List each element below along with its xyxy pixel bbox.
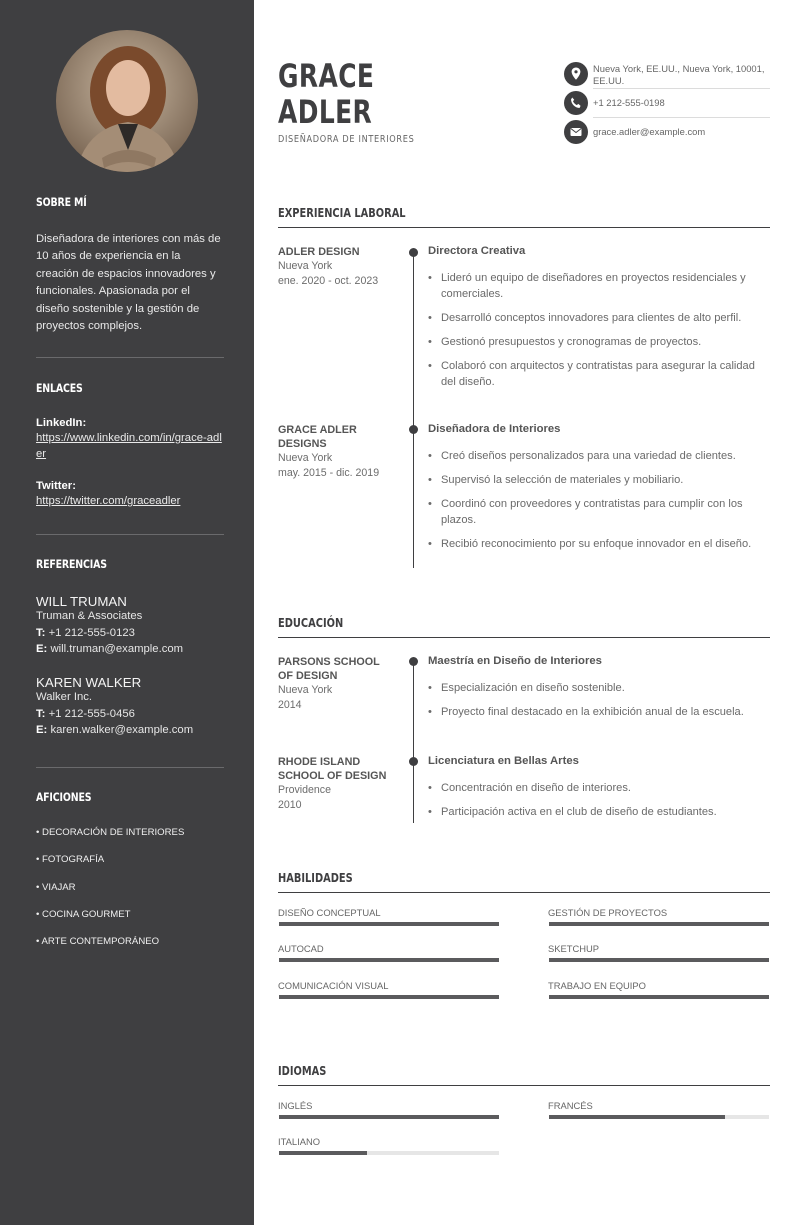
reference-email: E: karen.walker@example.com xyxy=(36,724,194,736)
language-name: INGLÉS xyxy=(278,1100,313,1111)
section-rule xyxy=(278,227,770,228)
language-item xyxy=(278,1136,499,1147)
dates: 2014 xyxy=(278,699,302,711)
bullet-item: • Recibió reconocimiento por su enfoque innovador en el diseño. xyxy=(428,536,770,552)
location: Providence xyxy=(278,784,331,796)
reference-email: E: will.truman@example.com xyxy=(36,643,184,655)
timeline-dot xyxy=(409,248,418,257)
education-bullets xyxy=(428,780,770,828)
education-bullets xyxy=(428,680,770,728)
skill-bar-track xyxy=(279,958,499,962)
bullet-item: • Colaboró con arquitectos y contratistas para asegurar la calidad del diseño. xyxy=(428,358,770,390)
bullet-item: • Supervisó la selección de materiales y mobiliario. xyxy=(428,472,770,488)
language-item xyxy=(548,1100,769,1111)
language-item xyxy=(278,1100,499,1111)
language-bar-fill xyxy=(279,1115,499,1119)
about-text-wrap xyxy=(36,231,224,335)
person-title: DISEÑADORA DE INTERIORES xyxy=(278,134,415,145)
reference-item xyxy=(36,675,224,738)
about-section xyxy=(36,195,224,209)
languages-title: IDIOMAS xyxy=(278,1064,327,1078)
hobby-item: • ARTE CONTEMPORÁNEO xyxy=(36,936,160,948)
skills-title: HABILIDADES xyxy=(278,871,353,885)
sidebar-divider xyxy=(36,357,224,358)
skill-item xyxy=(548,980,769,991)
skill-name: COMUNICACIÓN VISUAL xyxy=(278,980,389,991)
about-text: Diseñadora de interiores con más de 10 años de experiencia en la creación de espacios innovadores y funcionales. Apasionada por el diseño sostenible y la gestión de proyectos complejos. xyxy=(36,233,221,333)
skill-item xyxy=(278,943,499,954)
reference-company: Walker Inc. xyxy=(36,691,93,703)
timeline-dot xyxy=(409,757,418,766)
phone-icon xyxy=(564,91,588,115)
skill-item xyxy=(548,943,769,954)
skill-name: DISEÑO CONCEPTUAL xyxy=(278,907,381,918)
bullet-item: • Coordinó con proveedores y contratistas para cumplir con los plazos. xyxy=(428,496,770,528)
sidebar-divider xyxy=(36,534,224,535)
language-bar-fill xyxy=(549,1115,725,1119)
degree: Licenciatura en Bellas Artes xyxy=(428,755,579,767)
experience-bullets xyxy=(428,270,770,398)
skill-name: TRABAJO EN EQUIPO xyxy=(548,980,646,991)
section-rule xyxy=(278,637,770,638)
sidebar-divider xyxy=(36,767,224,768)
bullet-item: • Gestionó presupuestos y cronogramas de proyectos. xyxy=(428,334,770,350)
contact-divider xyxy=(593,88,770,89)
about-title: SOBRE MÍ xyxy=(36,195,87,209)
references-title: REFERENCIAS xyxy=(36,557,107,571)
education-item-meta xyxy=(278,755,396,813)
organization: GRACE ADLER DESIGNS xyxy=(278,424,357,450)
experience-title: EXPERIENCIA LABORAL xyxy=(278,206,406,220)
degree: Maestría en Diseño de Interiores xyxy=(428,655,602,667)
envelope-icon xyxy=(564,120,588,144)
language-name: FRANCÉS xyxy=(548,1100,593,1111)
link-linkedin xyxy=(36,417,224,462)
link-twitter xyxy=(36,480,224,509)
language-bar-track xyxy=(279,1115,499,1119)
education-title: EDUCACIÓN xyxy=(278,616,344,630)
hobby-item: • DECORACIÓN DE INTERIORES xyxy=(36,827,185,838)
reference-phone: T: +1 212-555-0456 xyxy=(36,708,135,720)
links-title: ENLACES xyxy=(36,381,83,395)
hobbies-section xyxy=(36,790,224,804)
skill-bar-fill xyxy=(549,958,769,962)
location: Nueva York xyxy=(278,684,333,696)
references-section xyxy=(36,557,224,571)
location: Nueva York xyxy=(278,260,333,272)
language-bar-fill xyxy=(279,1151,367,1155)
bullet-item: • Proyecto final destacado en la exhibición anual de la escuela. xyxy=(428,704,770,720)
dates: ene. 2020 - oct. 2023 xyxy=(278,275,379,287)
timeline-dot xyxy=(409,425,418,434)
skill-bar-track xyxy=(549,995,769,999)
bullet-item: • Especialización en diseño sostenible. xyxy=(428,680,770,696)
skill-name: AUTOCAD xyxy=(278,943,324,954)
bullet-item: • Lideró un equipo de diseñadores en proyectos residenciales y comerciales. xyxy=(428,270,770,302)
hobbies-list xyxy=(36,827,224,963)
timeline-dot xyxy=(409,657,418,666)
organization: ADLER DESIGN xyxy=(278,246,360,258)
link-linkedin-url[interactable]: https://www.linkedin.com/in/grace-adler xyxy=(36,432,222,460)
language-name: ITALIANO xyxy=(278,1136,321,1147)
job-role: Directora Creativa xyxy=(428,245,526,257)
profile-photo xyxy=(56,30,198,172)
skill-bar-fill xyxy=(279,922,499,926)
timeline-line xyxy=(413,251,414,568)
skill-bar-fill xyxy=(279,958,499,962)
link-linkedin-label: LinkedIn: xyxy=(36,417,87,429)
skill-name: SKETCHUP xyxy=(548,943,600,954)
job-role: Diseñadora de Interiores xyxy=(428,423,561,435)
experience-item-meta xyxy=(278,245,396,289)
reference-item xyxy=(36,594,224,657)
links-section xyxy=(36,381,224,395)
bullet-item: • Participación activa en el club de diseño de estudiantes. xyxy=(428,804,770,820)
organization: RHODE ISLAND SCHOOL OF DESIGN xyxy=(278,756,387,782)
reference-name: KAREN WALKER xyxy=(36,675,142,690)
location: Nueva York xyxy=(278,452,333,464)
skill-bar-track xyxy=(549,958,769,962)
skill-item xyxy=(278,980,499,991)
language-bar-track xyxy=(279,1151,499,1155)
dates: may. 2015 - dic. 2019 xyxy=(278,467,380,479)
skill-bar-track xyxy=(279,995,499,999)
organization: PARSONS SCHOOL OF DESIGN xyxy=(278,656,380,682)
skill-bar-fill xyxy=(549,922,769,926)
hobby-item: • COCINA GOURMET xyxy=(36,908,131,920)
skill-bar-fill xyxy=(549,995,769,999)
dates: 2010 xyxy=(278,799,302,811)
hobbies-title: AFICIONES xyxy=(36,790,92,804)
experience-item-meta xyxy=(278,423,396,481)
section-rule xyxy=(278,892,770,893)
skill-item xyxy=(278,907,499,918)
section-rule xyxy=(278,1085,770,1086)
bullet-item: • Creó diseños personalizados para una variedad de clientes. xyxy=(428,448,770,464)
language-bar-track xyxy=(549,1115,769,1119)
person-name: GRACE ADLER xyxy=(278,57,375,131)
link-twitter-label: Twitter: xyxy=(36,480,76,492)
sidebar xyxy=(0,0,254,1225)
experience-bullets xyxy=(428,448,770,560)
hobby-item: • FOTOGRAFÍA xyxy=(36,854,105,866)
reference-phone: T: +1 212-555-0123 xyxy=(36,627,135,639)
skill-item xyxy=(548,907,769,918)
reference-company: Truman & Associates xyxy=(36,610,143,622)
bullet-item: • Concentración en diseño de interiores. xyxy=(428,780,770,796)
skill-name: GESTIÓN DE PROYECTOS xyxy=(548,907,668,918)
skill-bar-track xyxy=(279,922,499,926)
link-twitter-url[interactable]: https://twitter.com/graceadler xyxy=(36,495,181,507)
education-item-meta xyxy=(278,655,396,713)
contact-divider xyxy=(593,117,770,118)
hobby-item: • VIAJAR xyxy=(36,881,76,893)
skill-bar-fill xyxy=(279,995,499,999)
bullet-item: • Desarrolló conceptos innovadores para clientes de alto perfil. xyxy=(428,310,770,326)
timeline-line xyxy=(413,661,414,823)
skill-bar-track xyxy=(549,922,769,926)
location-pin-icon xyxy=(564,62,588,86)
reference-name: WILL TRUMAN xyxy=(36,594,127,609)
